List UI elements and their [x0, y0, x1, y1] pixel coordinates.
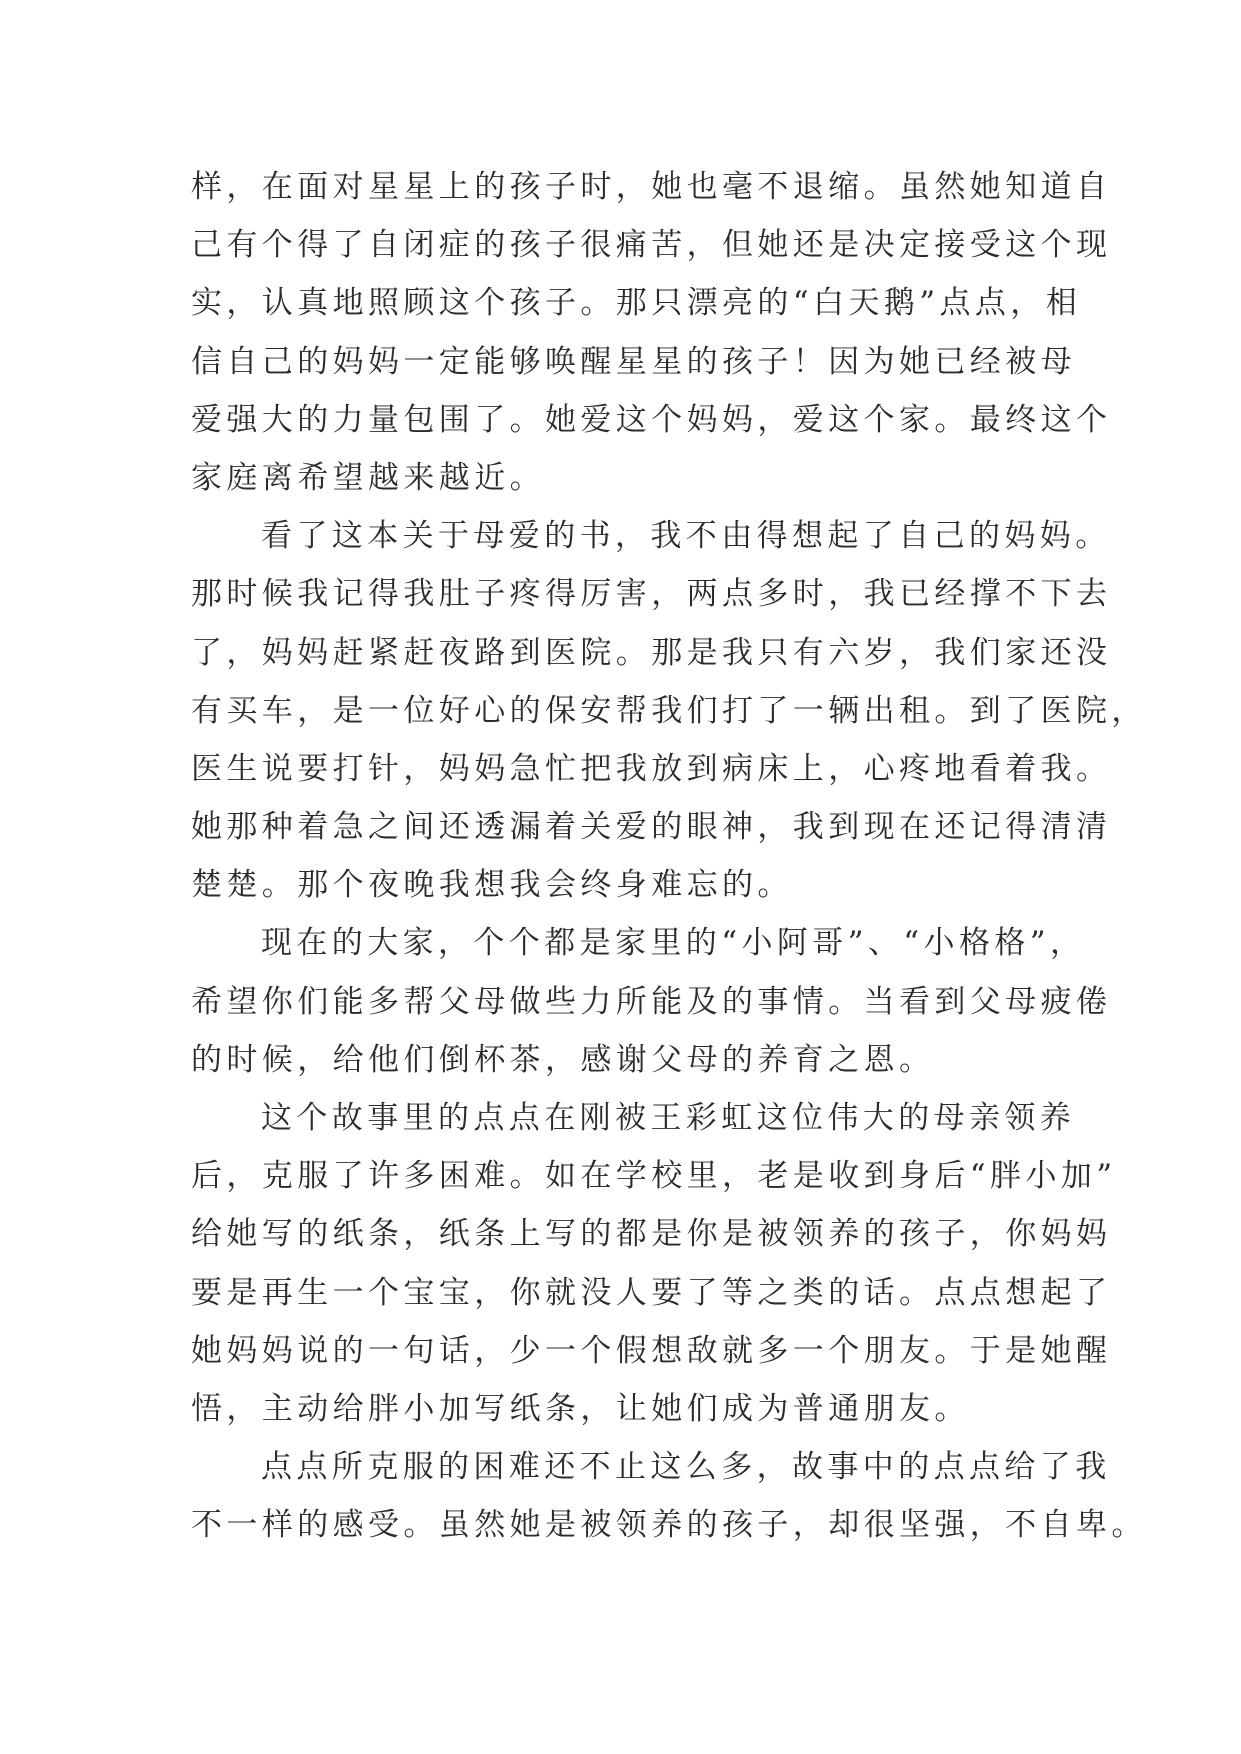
text-line: 那时候我记得我肚子疼得厉害，两点多时，我已经撑不下去: [191, 576, 1112, 613]
text-line: 信自己的妈妈一定能够唤醒星星的孩子！因为她已经被母: [191, 343, 1076, 380]
text-line: 这个故事里的点点在刚被王彩虹这位伟大的母亲领养: [261, 1100, 1076, 1136]
text-line: 点点所克服的困难还不止这么多，故事中的点点给了我: [261, 1449, 1111, 1486]
text-line: 楚楚。那个夜晚我想我会终身难忘的。: [191, 867, 793, 904]
body-text: [191, 158, 1147, 1555]
text-line: 希望你们能多帮父母做些力所能及的事情。当看到父母疲倦: [191, 983, 1112, 1020]
text-line: 看了这本关于母爱的书，我不由得想起了自己的妈妈。: [261, 518, 1111, 555]
text-line: 悟，主动给胖小加写纸条，让她们成为普通朋友。: [191, 1390, 970, 1427]
text-line: 了，妈妈赶紧赶夜路到医院。那是我只有六岁，我们家还没: [191, 634, 1112, 671]
text-line: 己有个得了自闭症的孩子很痛苦，但她还是决定接受这个现: [191, 227, 1112, 264]
text-line: 她妈妈说的一句话，少一个假想敌就多一个朋友。于是她醒: [191, 1332, 1112, 1369]
text-line: 实，认真地照顾这个孩子。那只漂亮的“白天鹅”点点，相: [191, 285, 1082, 322]
text-line: 现在的大家，个个都是家里的“小阿哥”、“小格格”，: [261, 925, 1086, 962]
text-line: 要是再生一个宝宝，你就没人要了等之类的话。点点想起了: [191, 1274, 1112, 1311]
text-line: 后，克服了许多困难。如在学校里，老是收到身后“胖小加”: [191, 1158, 1117, 1195]
text-line: 爱强大的力量包围了。她爱这个妈妈，爱这个家。最终这个: [191, 401, 1112, 438]
text-line: 家庭离希望越来越近。: [191, 459, 545, 496]
text-line: 样，在面对星星上的孩子时，她也毫不退缩。虽然她知道自: [191, 169, 1112, 205]
text-line: 不一样的感受。虽然她是被领养的孩子，却很坚强，不自卑。: [191, 1507, 1147, 1544]
text-line: 有买车，是一位好心的保安帮我们打了一辆出租。到了医院，: [191, 692, 1147, 729]
text-line: 她那种着急之间还透漏着关爱的眼神，我到现在还记得清清: [191, 809, 1112, 846]
text-line: 的时候，给他们倒杯茶，感谢父母的养育之恩。: [191, 1041, 935, 1078]
text-line: 医生说要打针，妈妈急忙把我放到病床上，心疼地看着我。: [191, 750, 1112, 787]
text-line: 给她写的纸条，纸条上写的都是你是被领养的孩子，你妈妈: [191, 1216, 1112, 1253]
